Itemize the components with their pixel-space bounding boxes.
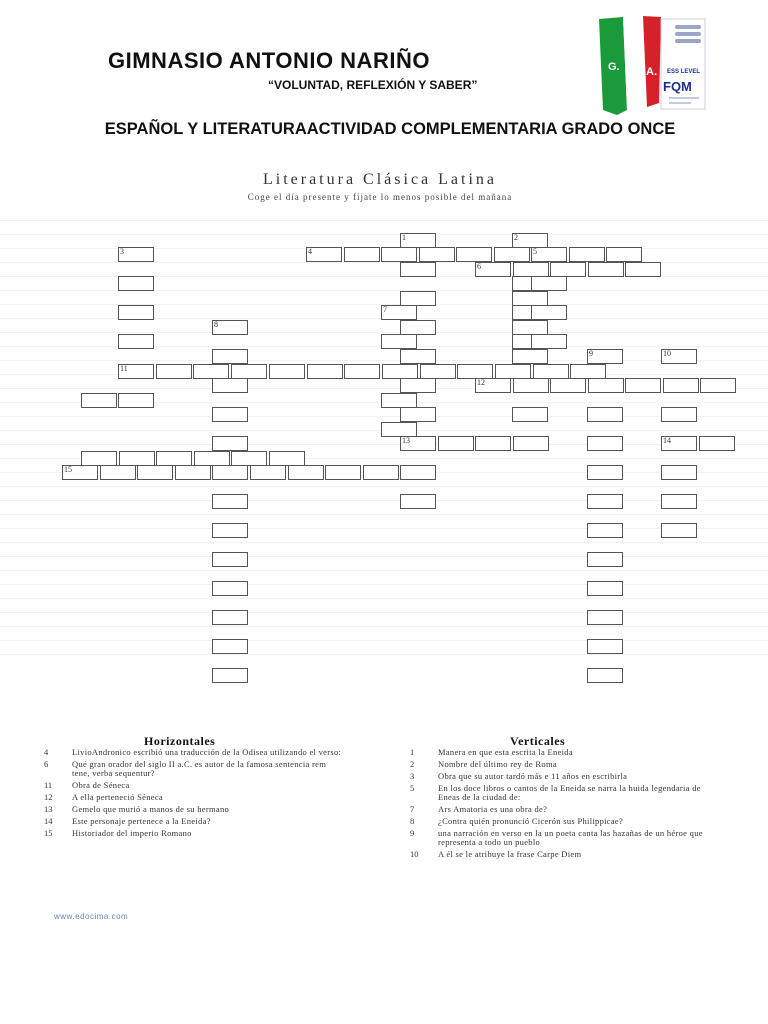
crossword-cell[interactable] (212, 610, 248, 625)
crossword-cell[interactable] (513, 262, 549, 277)
crossword-cell[interactable] (118, 305, 154, 320)
crossword-cell[interactable] (533, 364, 569, 379)
svg-text:FQM: FQM (663, 79, 692, 94)
crossword-cell[interactable] (400, 349, 436, 364)
crossword-cell[interactable] (438, 436, 474, 451)
crossword-cell[interactable] (400, 494, 436, 509)
crossword-cell[interactable] (250, 465, 286, 480)
horizontales-list (44, 748, 346, 841)
crossword-cell[interactable] (625, 262, 661, 277)
crossword-cell[interactable] (587, 494, 623, 509)
crossword-cell[interactable] (381, 247, 417, 262)
clue-number-7: 7 (383, 305, 387, 314)
clue-number-10: 10 (663, 349, 671, 358)
crossword-cell[interactable] (587, 610, 623, 625)
crossword-cell[interactable] (587, 668, 623, 683)
crossword-cell[interactable] (587, 407, 623, 422)
crossword-cell[interactable] (512, 349, 548, 364)
svg-text:A.: A. (646, 66, 657, 78)
clue-number-14: 14 (663, 436, 671, 445)
crossword-cell[interactable] (587, 523, 623, 538)
crossword-cell[interactable] (400, 320, 436, 335)
school-motto: “VOLUNTAD, REFLEXIÓN Y SABER” (268, 78, 478, 92)
crossword-cell[interactable] (512, 407, 548, 422)
svg-text:N.: N. (633, 82, 644, 94)
clue-number-8: 8 (214, 320, 218, 329)
crossword-cell[interactable] (569, 247, 605, 262)
crossword-cell[interactable] (381, 393, 417, 408)
clue-v-10: 10 A él se le atribuye la frase Carpe Diem (410, 849, 582, 859)
clue-number-5: 5 (533, 247, 537, 256)
crossword-cell[interactable] (400, 262, 436, 277)
crossword-cell[interactable] (118, 393, 154, 408)
crossword-cell[interactable] (212, 436, 248, 451)
clue-h-12: 12 A ella perteneció Séneca (44, 792, 163, 802)
crossword-cell[interactable] (700, 378, 736, 393)
clue-h-11: 11 Obra de Séneca (44, 780, 130, 790)
crossword-cell[interactable] (344, 247, 380, 262)
crossword-cell[interactable] (420, 364, 456, 379)
crossword-cell[interactable] (587, 552, 623, 567)
crossword-cell[interactable] (118, 334, 154, 349)
clue-v-9: 9 una narración en verso en la un poeta canta las hazañas de un héroe que representa a todo un pueblo (410, 828, 703, 847)
crossword-cell[interactable] (587, 436, 623, 451)
crossword-cell[interactable] (588, 378, 624, 393)
crossword-cell[interactable] (661, 494, 697, 509)
crossword-cell[interactable] (118, 276, 154, 291)
crossword-title: Literatura Clásica Latina (262, 171, 498, 188)
crossword-cell[interactable] (156, 364, 192, 379)
crossword-cell[interactable] (137, 465, 173, 480)
crossword-cell[interactable] (457, 364, 493, 379)
crossword-cell[interactable] (606, 247, 642, 262)
crossword-cell[interactable] (212, 494, 248, 509)
clue-h-4: 4 LivioAndronico escribió una traducción de la Odisea utilizando el verso: (44, 747, 342, 757)
crossword-cell[interactable] (269, 451, 305, 466)
clue-number-11: 11 (120, 364, 128, 373)
svg-text:G.: G. (608, 61, 620, 73)
clue-h-14: 14 Este personaje pertenece a la Eneida? (44, 816, 211, 826)
clue-number-9: 9 (589, 349, 593, 358)
crossword-cell[interactable] (363, 465, 399, 480)
clue-h-6: 6 Qué gran orador del siglo II a.C. es autor de la famosa sentencia rem tene, verba sequentur? (44, 759, 327, 778)
crossword-cell[interactable] (475, 436, 511, 451)
crossword-cell[interactable] (381, 334, 417, 349)
verticales-heading: Verticales (510, 734, 566, 748)
clue-v-1: 1 Manera en que esta escrita la Eneida (410, 747, 573, 757)
crossword-cell[interactable] (495, 364, 531, 379)
crossword-cell[interactable] (156, 451, 192, 466)
clue-h-13: 13 Gemelo que murió a manos de su hermano (44, 804, 230, 814)
crossword-cell[interactable] (100, 465, 136, 480)
clue-v-2: 2 Nombre del último rey de Roma (410, 759, 557, 769)
crossword-cell[interactable] (512, 291, 548, 306)
crossword-cell[interactable] (400, 465, 436, 480)
crossword-cell[interactable] (212, 639, 248, 654)
clue-h-15: 15 Historiador del imperio Romano (44, 828, 192, 838)
crossword-cell[interactable] (381, 422, 417, 437)
crossword-subtitle: Coge el día presente y fíjate lo menos posible del mañana (247, 192, 513, 202)
svg-text:ESS LEVEL: ESS LEVEL (667, 69, 701, 75)
clue-v-7: 7 Ars Amatoria es una obra de? (410, 804, 548, 814)
crossword-cell[interactable] (269, 364, 305, 379)
crossword-cell[interactable] (382, 364, 418, 379)
crossword-cell[interactable] (119, 451, 155, 466)
clue-number-1: 1 (402, 233, 406, 242)
crossword-cell[interactable] (531, 276, 567, 291)
crossword-cell[interactable] (661, 407, 697, 422)
clue-v-8: 8 ¿Contra quién pronunció Cicerón sus Philippicae? (410, 816, 624, 826)
crossword-cell[interactable] (212, 465, 248, 480)
crossword-cell[interactable] (587, 465, 623, 480)
crossword-cell[interactable] (513, 436, 549, 451)
crossword-cell[interactable] (587, 639, 623, 654)
crossword-cell[interactable] (587, 581, 623, 596)
crossword-cell[interactable] (231, 451, 267, 466)
crossword-cell[interactable] (661, 523, 697, 538)
crossword-cell[interactable] (550, 378, 586, 393)
horizontales-heading: Horizontales (144, 734, 216, 748)
crossword-cell[interactable] (212, 552, 248, 567)
crossword-cell[interactable] (288, 465, 324, 480)
crossword-cell[interactable] (661, 465, 697, 480)
crossword-cell[interactable] (550, 262, 586, 277)
clue-v-3: 3 Obra que su autor tardó más e 11 años en escribirla (410, 771, 628, 781)
crossword-cell[interactable] (81, 451, 117, 466)
crossword-cell[interactable] (400, 378, 436, 393)
crossword-cell[interactable] (400, 407, 436, 422)
crossword-cell[interactable] (325, 465, 361, 480)
crossword-cell[interactable] (456, 247, 492, 262)
crossword-cell[interactable] (570, 364, 606, 379)
crossword-cell[interactable] (212, 581, 248, 596)
crossword-cell[interactable] (231, 364, 267, 379)
crossword-cell[interactable] (625, 378, 661, 393)
clue-number-4: 4 (308, 247, 312, 256)
crossword-cell[interactable] (344, 364, 380, 379)
crossword-cell[interactable] (531, 305, 567, 320)
crossword-cell[interactable] (494, 247, 530, 262)
school-name: GIMNASIO ANTONIO NARIÑO (108, 48, 430, 73)
clue-number-12: 12 (477, 378, 485, 387)
document-title: ESPAÑOL Y LITERATURAACTIVIDAD COMPLEMENTARIA GRADO ONCE (104, 120, 676, 138)
crossword-cell[interactable] (212, 349, 248, 364)
crossword-cell[interactable] (212, 407, 248, 422)
crossword-cell[interactable] (512, 320, 548, 335)
crossword-cell[interactable] (663, 378, 699, 393)
crossword-cell[interactable] (419, 247, 455, 262)
crossword-cell[interactable] (175, 465, 211, 480)
crossword-cell[interactable] (212, 378, 248, 393)
crossword-cell[interactable] (531, 334, 567, 349)
crossword-cell[interactable] (194, 451, 230, 466)
verticales-list (410, 748, 718, 862)
clue-number-6: 6 (477, 262, 481, 271)
crossword-cell[interactable] (588, 262, 624, 277)
crossword-cell[interactable] (81, 393, 117, 408)
footer-url: www.edocima.com (54, 912, 129, 921)
crossword-cell[interactable] (193, 364, 229, 379)
crossword-cell[interactable] (307, 364, 343, 379)
crossword-cell[interactable] (400, 291, 436, 306)
clue-number-13: 13 (402, 436, 410, 445)
crossword-cell[interactable] (212, 668, 248, 683)
crossword-cell[interactable] (513, 378, 549, 393)
clue-v-5: 5 En los doce libros o cantos de la Eneida se narra la huida legendaria de Eneas de la ciudad de: (410, 783, 701, 802)
clue-number-15: 15 (64, 465, 72, 474)
crossword-cell[interactable] (212, 523, 248, 538)
crossword-cell[interactable] (699, 436, 735, 451)
clue-number-2: 2 (514, 233, 518, 242)
clue-number-3: 3 (120, 247, 124, 256)
